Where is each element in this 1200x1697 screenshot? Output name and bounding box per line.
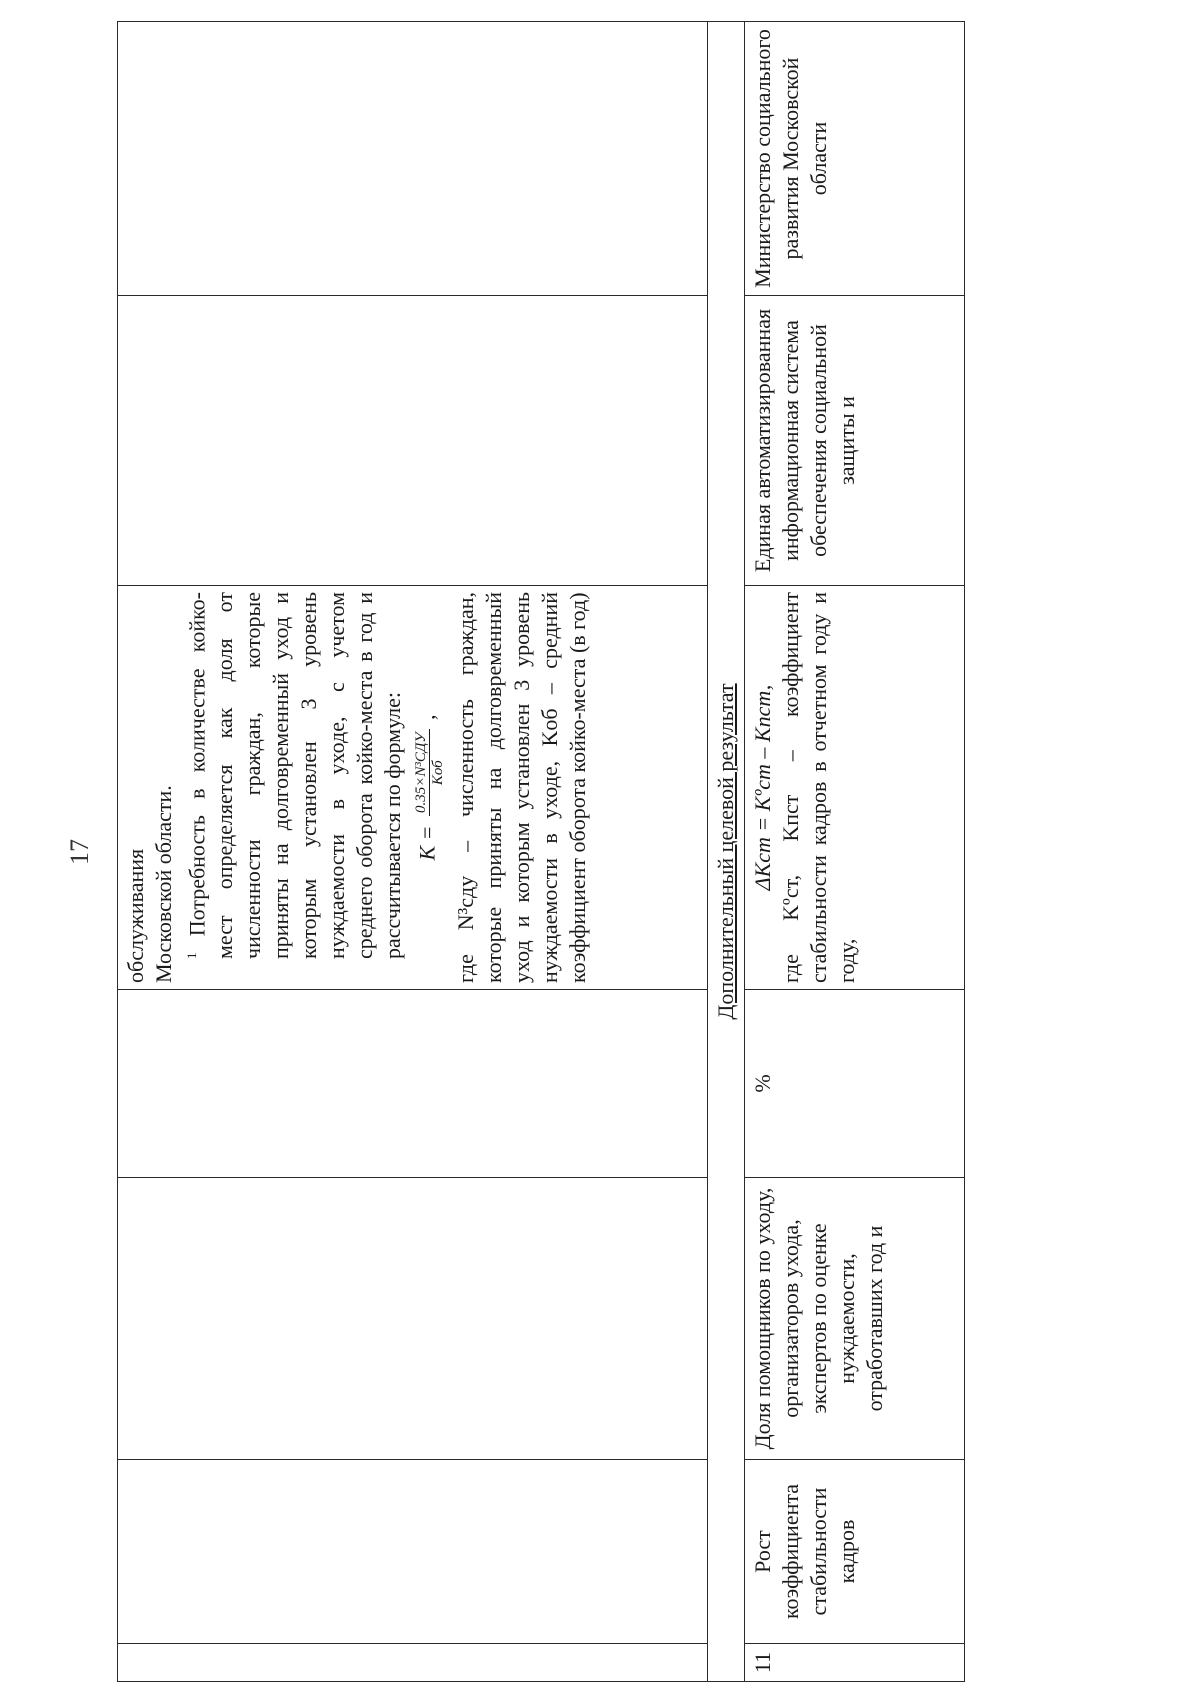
row11-formula: ΔKст = Kºст – Kпст, <box>750 684 775 891</box>
rotated-table-frame <box>117 22 965 1682</box>
cell-row-number: 11 <box>745 1644 965 1682</box>
cell-unit: % <box>745 990 965 1178</box>
row11-where: где Kºст, Kпст – коэффициент стабильности кадров в отчетном году и году, <box>778 592 859 983</box>
footnote-mark: 1 <box>184 952 199 959</box>
formula-lhs: K = <box>414 825 440 861</box>
cell-number-empty <box>118 1644 708 1682</box>
methodology-text: Потребность в количестве койко-мест определяется как доля от численности граждан, которые приняты на долговременный уход и которым установлен 3 уровень нуждаемости в уходе, с учетом среднего оборота койко-места в год и рассчитывается по формуле: <box>184 592 406 959</box>
section-header: Дополнительный целевой результат <box>708 22 745 1682</box>
formula-denominator: Kоб <box>430 760 447 786</box>
methodology-line-1: обслуживания <box>123 848 148 983</box>
methodology-formula: K = 0.35×N³СДУ Kоб , <box>413 714 447 861</box>
cell-result-name: Рост коэффициента стабильности кадров <box>745 1460 965 1644</box>
methodology-where: где N³сду – численность граждан, которые приняты на долговременный уход и которым установлен 3 уровень нуждаемости в уходе, Kоб – средний коэффициент оборота койко-места (в год) <box>453 592 591 983</box>
cell-responsible-empty <box>118 22 708 296</box>
methodology-line-2: Московской области. <box>151 785 176 983</box>
page-number: 17 <box>65 839 94 865</box>
cell-unit-empty <box>118 990 708 1178</box>
cell-result-empty <box>118 1460 708 1644</box>
cell-indicator-name: Доля помощников по уходу, организаторов ухода, экспертов по оценке нуждаемости, отработавших год и <box>745 1178 965 1460</box>
cell-indicator-empty <box>118 1178 708 1460</box>
cell-source-empty <box>118 296 708 586</box>
indicators-table <box>117 21 965 1682</box>
formula-numerator: 0.35×N³СДУ <box>413 729 430 816</box>
methodology-paragraph <box>178 592 407 983</box>
table-row-11 <box>745 22 965 1682</box>
table-row-continuation <box>118 22 708 1682</box>
table-section-header-row <box>708 22 745 1682</box>
table-container <box>117 22 965 1682</box>
cell-responsible: Министерство социального развития Московской области <box>745 22 965 296</box>
cell-data-source: Единая автоматизированная информационная система обеспечения социальной защиты и <box>745 296 965 586</box>
formula-fraction <box>413 729 446 816</box>
cell-formula <box>745 586 965 990</box>
cell-methodology <box>118 586 708 990</box>
